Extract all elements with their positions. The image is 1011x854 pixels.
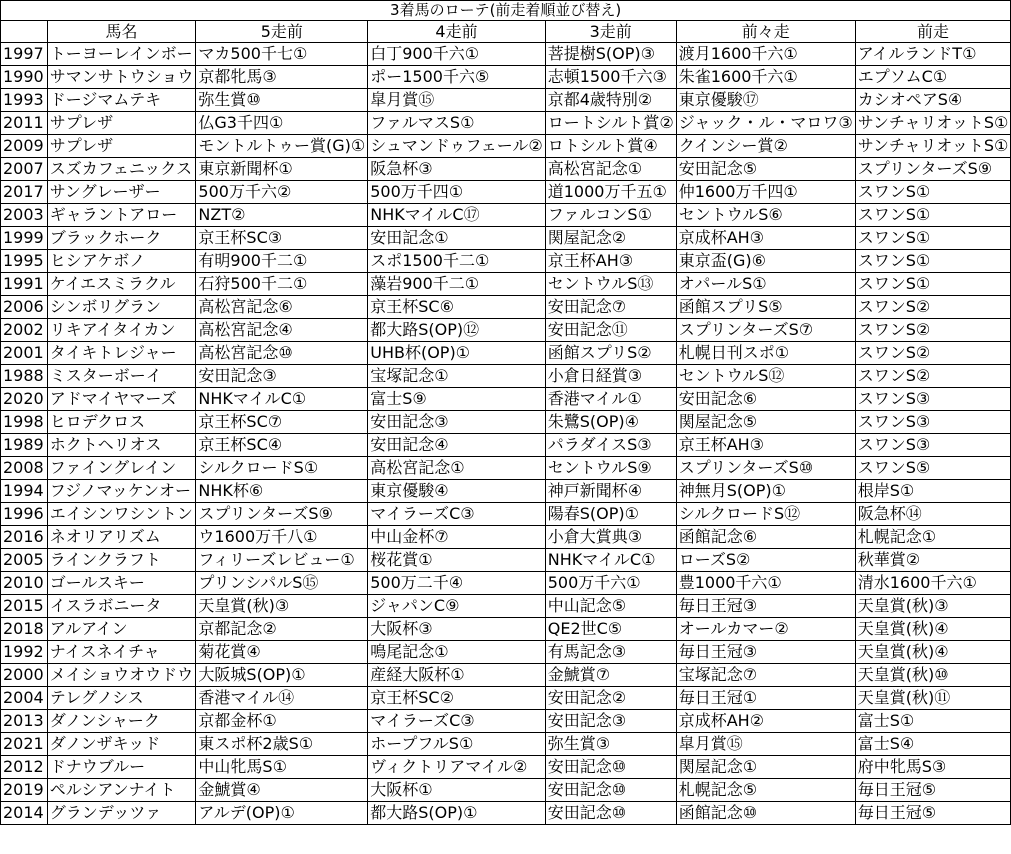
cell-race-2-back: 函館記念⑩ bbox=[676, 802, 855, 825]
column-header-race-last: 前走 bbox=[855, 21, 1011, 43]
table-row bbox=[1, 687, 1011, 710]
cell-year: 2012 bbox=[1, 756, 48, 779]
cell-race-5-back: NHK杯⑥ bbox=[196, 480, 368, 503]
cell-race-5-back: 京王杯SC⑦ bbox=[196, 411, 368, 434]
cell-year: 2015 bbox=[1, 595, 48, 618]
cell-race-3-back: 安田記念⑪ bbox=[545, 319, 676, 342]
cell-race-5-back: 東京新聞杯① bbox=[196, 158, 368, 181]
cell-year: 2020 bbox=[1, 388, 48, 411]
table-row bbox=[1, 250, 1011, 273]
cell-year: 2014 bbox=[1, 802, 48, 825]
cell-horse-name: テレグノシス bbox=[47, 687, 196, 710]
cell-race-3-back: QE2世C⑤ bbox=[545, 618, 676, 641]
cell-horse-name: サプレザ bbox=[47, 112, 196, 135]
cell-race-2-back: 関屋記念① bbox=[676, 756, 855, 779]
cell-race-2-back: 安田記念⑤ bbox=[676, 158, 855, 181]
cell-race-3-back: 安田記念⑩ bbox=[545, 756, 676, 779]
table-row bbox=[1, 641, 1011, 664]
cell-race-2-back: セントウルS⑥ bbox=[676, 204, 855, 227]
cell-horse-name: グランデッツァ bbox=[47, 802, 196, 825]
cell-race-5-back: 大阪城S(OP)① bbox=[196, 664, 368, 687]
table-row bbox=[1, 434, 1011, 457]
cell-race-4-back: 阪急杯③ bbox=[368, 158, 546, 181]
cell-race-5-back: 京都金杯① bbox=[196, 710, 368, 733]
cell-year: 2006 bbox=[1, 296, 48, 319]
cell-race-3-back: 安田記念③ bbox=[545, 710, 676, 733]
cell-race-last: 毎日王冠⑤ bbox=[855, 802, 1011, 825]
cell-year: 2021 bbox=[1, 733, 48, 756]
cell-horse-name: シンボリグラン bbox=[47, 296, 196, 319]
cell-race-5-back: 天皇賞(秋)③ bbox=[196, 595, 368, 618]
cell-year: 2000 bbox=[1, 664, 48, 687]
cell-race-2-back: 毎日王冠③ bbox=[676, 595, 855, 618]
cell-horse-name: リキアイタイカン bbox=[47, 319, 196, 342]
cell-year: 1997 bbox=[1, 43, 48, 66]
cell-race-3-back: 朱鷺S(OP)④ bbox=[545, 411, 676, 434]
cell-race-last: 富士S① bbox=[855, 710, 1011, 733]
cell-race-4-back: 大阪杯① bbox=[368, 779, 546, 802]
cell-race-3-back: 高松宮記念① bbox=[545, 158, 676, 181]
cell-race-last: スワンS① bbox=[855, 250, 1011, 273]
cell-race-5-back: NZT② bbox=[196, 204, 368, 227]
cell-horse-name: ドナウブルー bbox=[47, 756, 196, 779]
cell-race-2-back: オールカマー② bbox=[676, 618, 855, 641]
cell-race-2-back: 安田記念⑥ bbox=[676, 388, 855, 411]
cell-race-4-back: NHKマイルC⑰ bbox=[368, 204, 546, 227]
cell-race-3-back: パラダイスS③ bbox=[545, 434, 676, 457]
cell-race-2-back: 毎日王冠① bbox=[676, 687, 855, 710]
cell-race-4-back: スポ1500千二① bbox=[368, 250, 546, 273]
cell-race-5-back: 高松宮記念⑩ bbox=[196, 342, 368, 365]
cell-race-2-back: 京王杯AH③ bbox=[676, 434, 855, 457]
cell-horse-name: エイシンワシントン bbox=[47, 503, 196, 526]
cell-horse-name: ゴールスキー bbox=[47, 572, 196, 595]
cell-race-last: スワンS① bbox=[855, 204, 1011, 227]
table-row bbox=[1, 43, 1011, 66]
cell-race-last: 秋華賞② bbox=[855, 549, 1011, 572]
cell-race-last: スワンS⑤ bbox=[855, 457, 1011, 480]
cell-horse-name: イスラボニータ bbox=[47, 595, 196, 618]
table-row bbox=[1, 89, 1011, 112]
cell-race-4-back: ホープフルS① bbox=[368, 733, 546, 756]
cell-race-3-back: ファルコンS① bbox=[545, 204, 676, 227]
cell-race-4-back: ファルマスS① bbox=[368, 112, 546, 135]
cell-year: 2005 bbox=[1, 549, 48, 572]
cell-year: 2009 bbox=[1, 135, 48, 158]
cell-race-last: カシオペアS④ bbox=[855, 89, 1011, 112]
cell-race-4-back: 京王杯SC② bbox=[368, 687, 546, 710]
cell-race-4-back: ポー1500千六⑤ bbox=[368, 66, 546, 89]
cell-race-2-back: スプリンターズS⑦ bbox=[676, 319, 855, 342]
column-header-race-5-back: 5走前 bbox=[196, 21, 368, 43]
cell-race-5-back: 弥生賞⑩ bbox=[196, 89, 368, 112]
cell-race-3-back: 有馬記念③ bbox=[545, 641, 676, 664]
cell-race-last: エプソムC① bbox=[855, 66, 1011, 89]
cell-race-2-back: 渡月1600千六① bbox=[676, 43, 855, 66]
table-row bbox=[1, 66, 1011, 89]
cell-race-5-back: スプリンターズS⑨ bbox=[196, 503, 368, 526]
cell-year: 2016 bbox=[1, 526, 48, 549]
cell-race-last: サンチャリオットS① bbox=[855, 112, 1011, 135]
cell-race-5-back: 有明900千二① bbox=[196, 250, 368, 273]
table-row bbox=[1, 733, 1011, 756]
cell-race-3-back: 函館スプリS② bbox=[545, 342, 676, 365]
table-row bbox=[1, 112, 1011, 135]
cell-race-last: 天皇賞(秋)⑪ bbox=[855, 687, 1011, 710]
cell-race-5-back: 中山牝馬S① bbox=[196, 756, 368, 779]
cell-race-last: スワンS③ bbox=[855, 411, 1011, 434]
cell-race-4-back: 500万千四① bbox=[368, 181, 546, 204]
cell-race-3-back: 安田記念⑩ bbox=[545, 802, 676, 825]
cell-race-5-back: シルクロードS① bbox=[196, 457, 368, 480]
cell-race-3-back: 安田記念⑦ bbox=[545, 296, 676, 319]
cell-race-5-back: 石狩500千二① bbox=[196, 273, 368, 296]
cell-race-2-back: 朱雀1600千六① bbox=[676, 66, 855, 89]
cell-race-4-back: 大阪杯③ bbox=[368, 618, 546, 641]
cell-horse-name: フジノマッケンオー bbox=[47, 480, 196, 503]
cell-race-2-back: ローズS② bbox=[676, 549, 855, 572]
cell-horse-name: ダノンザキッド bbox=[47, 733, 196, 756]
cell-horse-name: ヒロデクロス bbox=[47, 411, 196, 434]
cell-race-3-back: 菩提樹S(OP)③ bbox=[545, 43, 676, 66]
cell-race-5-back: フィリーズレビュー① bbox=[196, 549, 368, 572]
table-row bbox=[1, 710, 1011, 733]
table-row bbox=[1, 296, 1011, 319]
table-row bbox=[1, 388, 1011, 411]
cell-race-5-back: 安田記念③ bbox=[196, 365, 368, 388]
cell-race-3-back: 京王杯AH③ bbox=[545, 250, 676, 273]
cell-race-5-back: ウ1600万千八① bbox=[196, 526, 368, 549]
cell-race-4-back: 都大路S(OP)① bbox=[368, 802, 546, 825]
cell-race-4-back: 皐月賞⑮ bbox=[368, 89, 546, 112]
cell-race-4-back: 安田記念③ bbox=[368, 411, 546, 434]
cell-race-5-back: 仏G3千四① bbox=[196, 112, 368, 135]
cell-year: 2004 bbox=[1, 687, 48, 710]
table-row bbox=[1, 273, 1011, 296]
cell-year: 1989 bbox=[1, 434, 48, 457]
table-row bbox=[1, 411, 1011, 434]
cell-race-5-back: NHKマイルC① bbox=[196, 388, 368, 411]
cell-horse-name: ドージマムテキ bbox=[47, 89, 196, 112]
cell-race-5-back: 東スポ杯2歳S① bbox=[196, 733, 368, 756]
cell-race-3-back: セントウルS⑨ bbox=[545, 457, 676, 480]
cell-race-5-back: 500万千六② bbox=[196, 181, 368, 204]
cell-horse-name: ケイエスミラクル bbox=[47, 273, 196, 296]
cell-race-4-back: ヴィクトリアマイル② bbox=[368, 756, 546, 779]
cell-race-last: 清水1600千六① bbox=[855, 572, 1011, 595]
cell-horse-name: アルアイン bbox=[47, 618, 196, 641]
cell-race-3-back: 志頓1500千六③ bbox=[545, 66, 676, 89]
cell-year: 2019 bbox=[1, 779, 48, 802]
column-header-race-3-back: 3走前 bbox=[545, 21, 676, 43]
cell-race-2-back: セントウルS⑫ bbox=[676, 365, 855, 388]
cell-race-last: スワンS① bbox=[855, 273, 1011, 296]
cell-horse-name: ネオリアリズム bbox=[47, 526, 196, 549]
cell-race-2-back: 毎日王冠③ bbox=[676, 641, 855, 664]
cell-race-last: スワンS③ bbox=[855, 434, 1011, 457]
cell-horse-name: ホクトヘリオス bbox=[47, 434, 196, 457]
cell-race-4-back: マイラーズC③ bbox=[368, 710, 546, 733]
cell-race-4-back: 宝塚記念① bbox=[368, 365, 546, 388]
cell-race-last: 府中牝馬S③ bbox=[855, 756, 1011, 779]
table-row bbox=[1, 365, 1011, 388]
cell-race-4-back: 白丁900千六① bbox=[368, 43, 546, 66]
table-row bbox=[1, 457, 1011, 480]
table-row bbox=[1, 158, 1011, 181]
header-row bbox=[1, 21, 1011, 43]
cell-horse-name: メイショウオウドウ bbox=[47, 664, 196, 687]
cell-year: 1992 bbox=[1, 641, 48, 664]
cell-race-last: アイルランドT① bbox=[855, 43, 1011, 66]
table-title: 3着馬のローテ(前走着順並び替え) bbox=[1, 1, 1011, 21]
cell-race-3-back: 中山記念⑤ bbox=[545, 595, 676, 618]
cell-race-4-back: 東京優駿④ bbox=[368, 480, 546, 503]
cell-race-4-back: 都大路S(OP)⑫ bbox=[368, 319, 546, 342]
cell-horse-name: スズカフェニックス bbox=[47, 158, 196, 181]
table-row bbox=[1, 595, 1011, 618]
cell-race-4-back: 産経大阪杯① bbox=[368, 664, 546, 687]
cell-race-last: 札幌記念① bbox=[855, 526, 1011, 549]
cell-race-4-back: 京王杯SC⑥ bbox=[368, 296, 546, 319]
table-row bbox=[1, 181, 1011, 204]
cell-race-4-back: 安田記念④ bbox=[368, 434, 546, 457]
cell-horse-name: ラインクラフト bbox=[47, 549, 196, 572]
cell-race-3-back: 香港マイル① bbox=[545, 388, 676, 411]
cell-race-3-back: ロトシルト賞④ bbox=[545, 135, 676, 158]
table-row bbox=[1, 135, 1011, 158]
cell-race-5-back: 京王杯SC③ bbox=[196, 227, 368, 250]
column-header-horse-name: 馬名 bbox=[47, 21, 196, 43]
cell-race-5-back: 京都記念② bbox=[196, 618, 368, 641]
cell-race-last: 天皇賞(秋)④ bbox=[855, 641, 1011, 664]
cell-year: 2018 bbox=[1, 618, 48, 641]
cell-race-3-back: 安田記念② bbox=[545, 687, 676, 710]
cell-horse-name: ペルシアンナイト bbox=[47, 779, 196, 802]
cell-race-last: スプリンターズS⑨ bbox=[855, 158, 1011, 181]
cell-race-3-back: 道1000万千五① bbox=[545, 181, 676, 204]
cell-race-2-back: ジャック・ル・マロワ③ bbox=[676, 112, 855, 135]
column-header-race-4-back: 4走前 bbox=[368, 21, 546, 43]
cell-race-4-back: 桜花賞① bbox=[368, 549, 546, 572]
cell-race-3-back: NHKマイルC① bbox=[545, 549, 676, 572]
cell-horse-name: サングレーザー bbox=[47, 181, 196, 204]
cell-race-3-back: ロートシルト賞② bbox=[545, 112, 676, 135]
cell-race-last: 天皇賞(秋)③ bbox=[855, 595, 1011, 618]
cell-race-3-back: 京都4歳特別② bbox=[545, 89, 676, 112]
table-row bbox=[1, 756, 1011, 779]
cell-race-2-back: シルクロードS⑫ bbox=[676, 503, 855, 526]
cell-year: 2001 bbox=[1, 342, 48, 365]
cell-race-5-back: 金鯱賞④ bbox=[196, 779, 368, 802]
cell-race-3-back: 500万千六① bbox=[545, 572, 676, 595]
cell-race-last: スワンS① bbox=[855, 181, 1011, 204]
cell-race-last: 阪急杯⑭ bbox=[855, 503, 1011, 526]
cell-race-3-back: 金鯱賞⑦ bbox=[545, 664, 676, 687]
cell-race-last: サンチャリオットS① bbox=[855, 135, 1011, 158]
cell-year: 2002 bbox=[1, 319, 48, 342]
cell-horse-name: トーヨーレインボー bbox=[47, 43, 196, 66]
cell-race-5-back: プリンシパルS⑮ bbox=[196, 572, 368, 595]
cell-horse-name: アドマイヤマーズ bbox=[47, 388, 196, 411]
column-header-year bbox=[1, 21, 48, 43]
cell-race-last: スワンS② bbox=[855, 365, 1011, 388]
cell-horse-name: タイキトレジャー bbox=[47, 342, 196, 365]
cell-race-3-back: 小倉大賞典③ bbox=[545, 526, 676, 549]
cell-race-2-back: スプリンターズS⑩ bbox=[676, 457, 855, 480]
cell-year: 2008 bbox=[1, 457, 48, 480]
cell-race-2-back: 京成杯AH② bbox=[676, 710, 855, 733]
cell-race-2-back: 関屋記念⑤ bbox=[676, 411, 855, 434]
cell-year: 1988 bbox=[1, 365, 48, 388]
cell-race-2-back: 東京優駿⑰ bbox=[676, 89, 855, 112]
cell-race-2-back: 宝塚記念⑦ bbox=[676, 664, 855, 687]
cell-race-5-back: モントルトゥー賞(G)① bbox=[196, 135, 368, 158]
cell-year: 1996 bbox=[1, 503, 48, 526]
cell-race-last: 富士S④ bbox=[855, 733, 1011, 756]
cell-race-4-back: 鳴尾記念① bbox=[368, 641, 546, 664]
table-row bbox=[1, 664, 1011, 687]
cell-race-last: 根岸S① bbox=[855, 480, 1011, 503]
cell-race-last: スワンS② bbox=[855, 342, 1011, 365]
cell-race-2-back: 皐月賞⑮ bbox=[676, 733, 855, 756]
column-header-race-2-back: 前々走 bbox=[676, 21, 855, 43]
cell-year: 1994 bbox=[1, 480, 48, 503]
table-row bbox=[1, 572, 1011, 595]
cell-race-3-back: 神戸新聞杯④ bbox=[545, 480, 676, 503]
cell-race-last: スワンS③ bbox=[855, 388, 1011, 411]
cell-horse-name: ヒシアケボノ bbox=[47, 250, 196, 273]
table-row bbox=[1, 549, 1011, 572]
cell-race-2-back: 札幌日刊スポ① bbox=[676, 342, 855, 365]
table-row bbox=[1, 342, 1011, 365]
cell-horse-name: ブラックホーク bbox=[47, 227, 196, 250]
table-row bbox=[1, 480, 1011, 503]
cell-year: 1999 bbox=[1, 227, 48, 250]
cell-race-3-back: 陽春S(OP)① bbox=[545, 503, 676, 526]
table-row bbox=[1, 503, 1011, 526]
cell-year: 2013 bbox=[1, 710, 48, 733]
cell-year: 2010 bbox=[1, 572, 48, 595]
cell-race-3-back: 関屋記念② bbox=[545, 227, 676, 250]
cell-race-4-back: マイラーズC③ bbox=[368, 503, 546, 526]
cell-race-3-back: 小倉日経賞③ bbox=[545, 365, 676, 388]
cell-race-2-back: 函館スプリS⑤ bbox=[676, 296, 855, 319]
cell-race-last: スワンS① bbox=[855, 227, 1011, 250]
cell-race-5-back: マカ500千七① bbox=[196, 43, 368, 66]
cell-race-last: 天皇賞(秋)④ bbox=[855, 618, 1011, 641]
cell-race-2-back: 仲1600万千四① bbox=[676, 181, 855, 204]
cell-race-4-back: 富士S⑨ bbox=[368, 388, 546, 411]
cell-race-5-back: 京王杯SC④ bbox=[196, 434, 368, 457]
cell-race-2-back: 東京盃(G)⑥ bbox=[676, 250, 855, 273]
cell-year: 2007 bbox=[1, 158, 48, 181]
table-row bbox=[1, 618, 1011, 641]
cell-year: 2003 bbox=[1, 204, 48, 227]
cell-horse-name: ナイスネイチャ bbox=[47, 641, 196, 664]
cell-race-5-back: 高松宮記念④ bbox=[196, 319, 368, 342]
cell-race-5-back: 京都牝馬③ bbox=[196, 66, 368, 89]
cell-race-3-back: 安田記念⑩ bbox=[545, 779, 676, 802]
table-row bbox=[1, 319, 1011, 342]
cell-race-4-back: シュマンドゥフェール② bbox=[368, 135, 546, 158]
table-row bbox=[1, 779, 1011, 802]
cell-race-last: 天皇賞(秋)⑩ bbox=[855, 664, 1011, 687]
table-row bbox=[1, 802, 1011, 825]
cell-year: 1998 bbox=[1, 411, 48, 434]
cell-race-5-back: 香港マイル⑭ bbox=[196, 687, 368, 710]
cell-horse-name: ダノンシャーク bbox=[47, 710, 196, 733]
cell-year: 1990 bbox=[1, 66, 48, 89]
cell-race-2-back: クインシー賞② bbox=[676, 135, 855, 158]
cell-horse-name: ミスターボーイ bbox=[47, 365, 196, 388]
cell-race-4-back: 藻岩900千二① bbox=[368, 273, 546, 296]
cell-race-4-back: 500万二千④ bbox=[368, 572, 546, 595]
cell-race-3-back: 弥生賞③ bbox=[545, 733, 676, 756]
cell-horse-name: サマンサトウショウ bbox=[47, 66, 196, 89]
cell-race-2-back: 京成杯AH③ bbox=[676, 227, 855, 250]
cell-race-5-back: 高松宮記念⑥ bbox=[196, 296, 368, 319]
cell-race-last: スワンS② bbox=[855, 319, 1011, 342]
table-row bbox=[1, 526, 1011, 549]
cell-year: 1993 bbox=[1, 89, 48, 112]
cell-year: 2011 bbox=[1, 112, 48, 135]
cell-year: 1995 bbox=[1, 250, 48, 273]
cell-race-2-back: 豊1000千六① bbox=[676, 572, 855, 595]
cell-race-2-back: オパールS① bbox=[676, 273, 855, 296]
cell-year: 1991 bbox=[1, 273, 48, 296]
cell-race-last: 毎日王冠⑤ bbox=[855, 779, 1011, 802]
cell-horse-name: ファイングレイン bbox=[47, 457, 196, 480]
cell-race-2-back: 函館記念⑥ bbox=[676, 526, 855, 549]
cell-race-5-back: 菊花賞④ bbox=[196, 641, 368, 664]
cell-race-2-back: 札幌記念⑤ bbox=[676, 779, 855, 802]
cell-horse-name: サプレザ bbox=[47, 135, 196, 158]
cell-horse-name: ギャラントアロー bbox=[47, 204, 196, 227]
cell-race-4-back: ジャパンC⑨ bbox=[368, 595, 546, 618]
cell-race-4-back: 中山金杯⑦ bbox=[368, 526, 546, 549]
cell-race-2-back: 神無月S(OP)① bbox=[676, 480, 855, 503]
cell-race-3-back: セントウルS⑬ bbox=[545, 273, 676, 296]
table-row bbox=[1, 204, 1011, 227]
cell-race-5-back: アルデ(OP)① bbox=[196, 802, 368, 825]
table-row bbox=[1, 227, 1011, 250]
cell-race-4-back: UHB杯(OP)① bbox=[368, 342, 546, 365]
cell-race-4-back: 安田記念① bbox=[368, 227, 546, 250]
table-body bbox=[1, 43, 1011, 825]
cell-race-last: スワンS② bbox=[855, 296, 1011, 319]
cell-race-4-back: 高松宮記念① bbox=[368, 457, 546, 480]
cell-year: 2017 bbox=[1, 181, 48, 204]
